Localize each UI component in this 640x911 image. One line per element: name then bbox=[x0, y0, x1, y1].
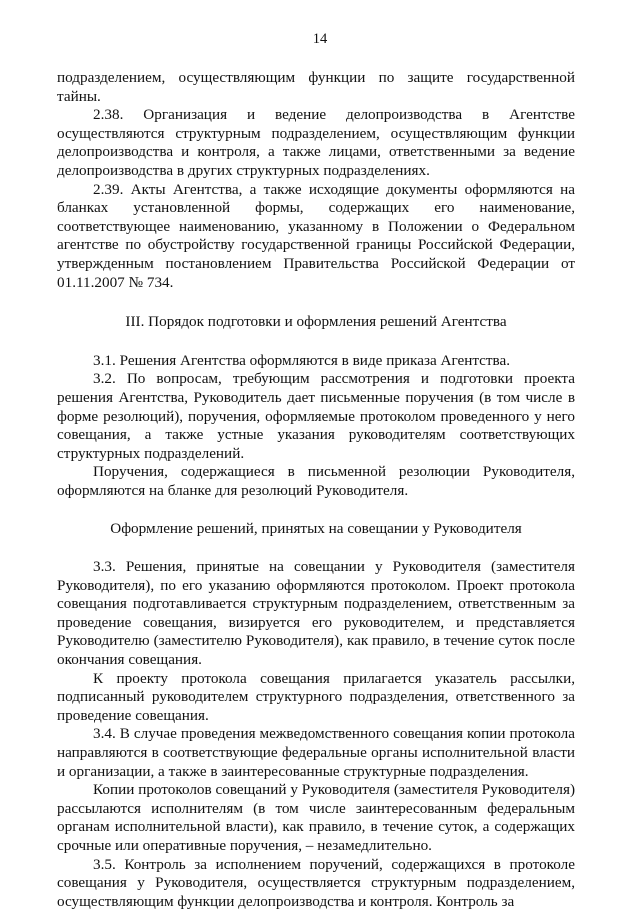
paragraph-distribution-list: К проекту протокола совещания прилагается указатель рассылки, подписанный руководителем структурного подразделения, ответственного за проведение совещания. bbox=[57, 669, 575, 724]
paragraph-instructions: Поручения, содержащиеся в письменной резолюции Руководителя, оформляются на бланке для резолюций Руководителя. bbox=[57, 463, 575, 499]
paragraph-3-2: 3.2. По вопросам, требующим рассмотрения и подготовки проекта решения Агентства, Руководитель дает письменные поручения (в том числе в форме резолюций), поручения, оформляемые протоколом проведенного у него совещания, а также устные указания руководителям соответствующих структурных подразделений. bbox=[57, 370, 575, 462]
paragraph-continuation: подразделением, осуществляющим функции по защите государственной тайны. bbox=[57, 69, 575, 105]
document-body bbox=[57, 69, 575, 911]
paragraph-3-3: 3.3. Решения, принятые на совещании у Руководителя (заместителя Руководителя), по его указанию оформляются протоколом. Проект протокола совещания подготавливается структурным подразделением, ответственным за проведение совещания, визируется его руководителем, и представляется Руководителю (заместителю Руководителя), как правило, в течение суток после окончания совещания. bbox=[57, 558, 575, 669]
paragraph-2-38: 2.38. Организация и ведение делопроизводства в Агентстве осуществляются структурным подразделением, осуществляющим функции делопроизводства и контроля, а также лицами, ответственными за ведение делопроизводства в других структурных подразделениях. bbox=[57, 106, 575, 179]
page-number: 14 bbox=[312, 31, 328, 47]
paragraph-protocol-copies: Копии протоколов совещаний у Руководителя (заместителя Руководителя) рассылаются исполнителям (в том числе заинтересованным федеральным органам исполнительной власти), как правило, в течение суток, а содержащих срочные или оперативные поручения, – незамедлительно. bbox=[57, 781, 575, 854]
paragraph-3-5: 3.5. Контроль за исполнением поручений, содержащихся в протоколе совещания у Руководителя, осуществляется структурным подразделением, осуществляющим функции делопроизводства и контроля. Контроль за bbox=[57, 855, 575, 910]
paragraph-3-4: 3.4. В случае проведения межведомственного совещания копии протокола направляются в соответствующие федеральные органы исполнительной власти и организации, а также в заинтересованные структурные подразделения. bbox=[57, 725, 575, 780]
section-heading: III. Порядок подготовки и оформления решений Агентства bbox=[125, 313, 507, 331]
subsection-heading: Оформление решений, принятых на совещании у Руководителя bbox=[110, 520, 522, 538]
paragraph-2-39: 2.39. Акты Агентства, а также исходящие документы оформляются на бланках установленной формы, содержащих его наименование, соответствующее наименованию, указанному в Положении о Федеральном агентстве по обустройству государственной границы Российской Федерации, утвержденным постановлением Правительства Российской Федерации от 01.11.2007 № 734. bbox=[57, 180, 575, 291]
paragraph-3-1: 3.1. Решения Агентства оформляются в виде приказа Агентства. bbox=[93, 351, 511, 369]
